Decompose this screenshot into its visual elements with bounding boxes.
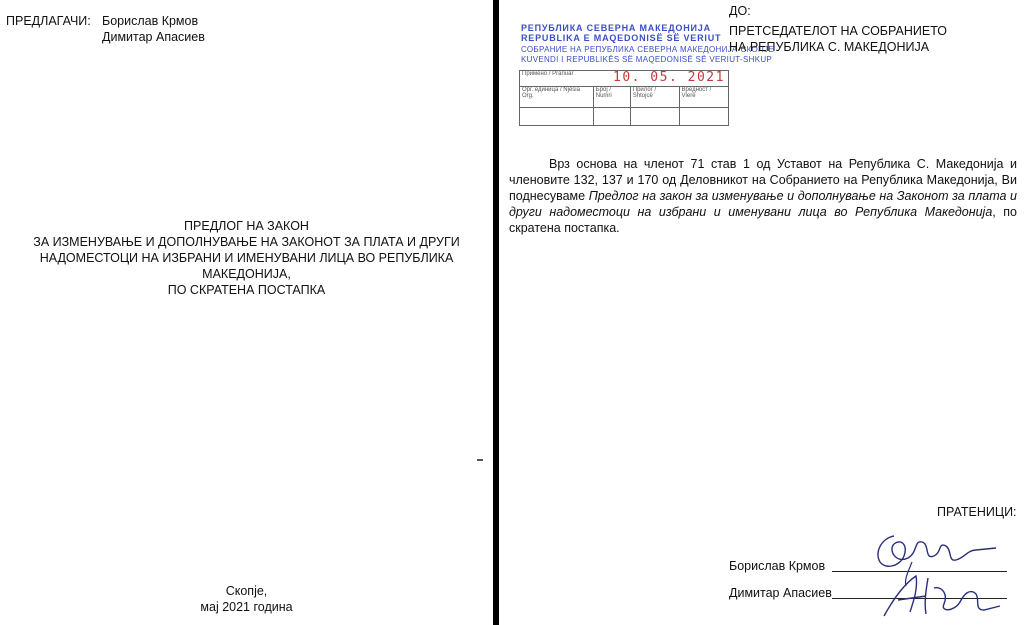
stamp-date: 10. 05. 2021 bbox=[613, 70, 725, 85]
signer-name: Борислав Крмов bbox=[729, 559, 826, 573]
body-text: Врз основа на членот 71 став 1 од Уставот на Република С. Македонија и членовите 132, 137 и 170 од Деловникот на Собранието на Република Македонија, Ви поднесуваме bbox=[509, 157, 1017, 203]
title-line: МАКЕДОНИЈА, bbox=[202, 267, 291, 281]
stamp-col: Прилог / Shtojcë bbox=[630, 87, 679, 107]
addressee-label: ДО: bbox=[729, 4, 751, 18]
stamp-received-label: Примено / Pranuar bbox=[520, 71, 729, 87]
cover-page bbox=[0, 0, 493, 625]
proposer-name: Димитар Апасиев bbox=[102, 30, 205, 44]
stamp-col: Број / Numri bbox=[593, 87, 630, 107]
stamp-col: Вредност / Vlerë bbox=[679, 87, 728, 107]
addressee: НА РЕПУБЛИКА С. МАКЕДОНИЈА bbox=[729, 40, 930, 54]
place-and-date bbox=[0, 583, 493, 615]
stamp-line: РЕПУБЛИКА СЕВЕРНА МАКЕДОНИЈА bbox=[521, 23, 711, 33]
stamp-col: Орг. единица / Njësia Org. bbox=[520, 87, 594, 107]
addressee: ПРЕТСЕДАТЕЛОТ НА СОБРАНИЕТО bbox=[729, 24, 947, 38]
proposers-label: ПРЕДЛАГАЧИ: bbox=[6, 14, 91, 28]
city: Скопје, bbox=[225, 584, 268, 598]
stamp-line: СОБРАНИЕ НА РЕПУБЛИКА СЕВЕРНА МАКЕДОНИЈА-СКОПЈЕ bbox=[521, 45, 774, 54]
document-title bbox=[0, 218, 493, 298]
body-proposal-title: Предлог на закон за изменување и дополнување на Законот за плата и други надоместоци на избрани и именувани лица во Република Македонија bbox=[509, 189, 1018, 219]
proposer-name: Борислав Крмов bbox=[102, 14, 199, 28]
scan-speck bbox=[477, 459, 483, 461]
stamp-line: KUVENDI I REPUBLIKËS SË MAQEDONISË SË VERIUT-SHKUP bbox=[521, 55, 773, 64]
signer-name: Димитар Апасиев bbox=[729, 586, 832, 600]
title-line: ПРЕДЛОГ НА ЗАКОН bbox=[184, 219, 309, 233]
date: мај 2021 година bbox=[200, 600, 293, 614]
title-line: ПО СКРАТЕНА ПОСТАПКА bbox=[167, 283, 326, 297]
body-text: , по скратена постапка. bbox=[509, 205, 1018, 235]
stamp-line: REPUBLIKA E MAQEDONISË SË VERIUT bbox=[521, 33, 722, 43]
cover-letter-page bbox=[499, 0, 1030, 625]
handwritten-signatures bbox=[864, 528, 1004, 622]
title-line: ЗА ИЗМЕНУВАЊЕ И ДОПОЛНУВАЊЕ НА ЗАКОНОТ ЗА ПЛАТА И ДРУГИ bbox=[33, 235, 460, 249]
letter-body bbox=[509, 156, 1017, 236]
registry-stamp bbox=[517, 4, 774, 128]
signers-label: ПРАТЕНИЦИ: bbox=[937, 505, 1017, 519]
title-line: НАДОМЕСТОЦИ НА ИЗБРАНИ И ИМЕНУВАНИ ЛИЦА ВО РЕПУБЛИКА bbox=[39, 251, 454, 265]
